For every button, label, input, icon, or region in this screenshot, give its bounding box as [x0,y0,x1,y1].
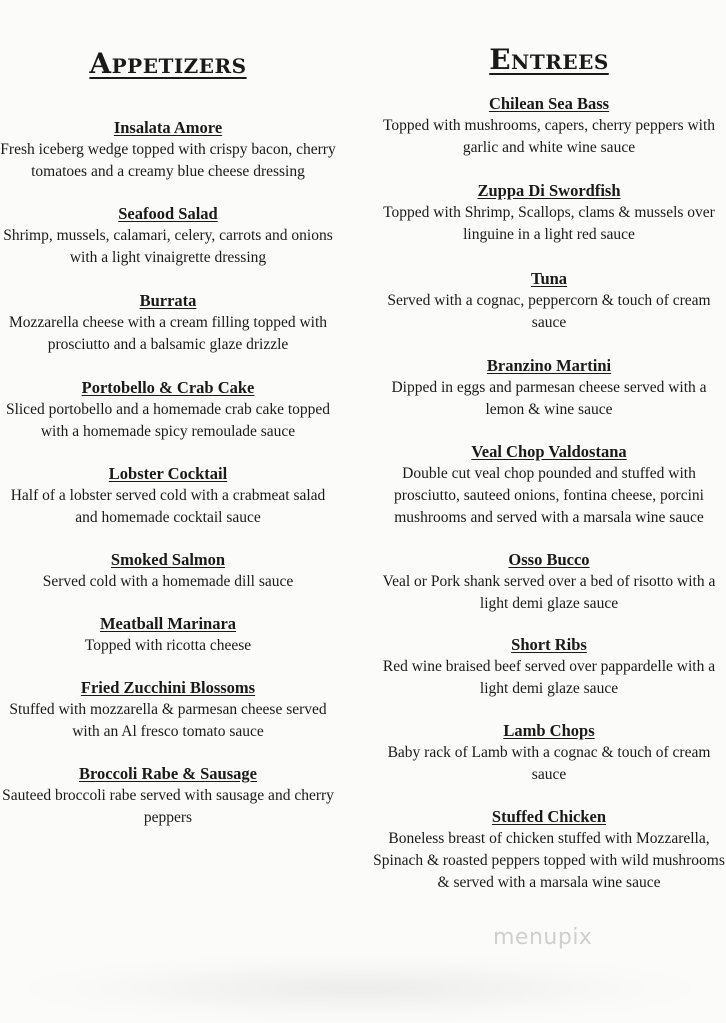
menu-item [372,442,726,529]
item-name: Insalata Amore [113,118,223,137]
menu-item [0,764,336,829]
item-description: Mozzarella cheese with a cream filling topped with prosciutto and a balsamic glaze drizzle [8,314,328,353]
item-name: Zuppa Di Swordfish [477,181,621,200]
item-name: Short Ribs [511,635,587,654]
menu-item [372,356,726,421]
item-description: Sliced portobello and a homemade crab cake topped with a homemade spicy remoulade sauce [5,401,331,440]
item-name: Seafood Salad [118,204,218,223]
item-description: Half of a lobster served cold with a crabmeat salad and homemade cocktail sauce [10,487,326,526]
menu-item [372,94,726,159]
item-description: Dipped in eggs and parmesan cheese served with a lemon & wine sauce [391,379,707,418]
menu-item [0,614,336,657]
paper-smudge [30,955,690,1023]
item-description: Red wine braised beef served over pappardelle with a light demi glaze sauce [382,658,716,697]
item-name: Lamb Chops [503,721,595,740]
item-description: Baby rack of Lamb with a cognac & touch of cream sauce [387,744,711,783]
item-description: Topped with ricotta cheese [84,637,252,654]
menu-item [372,635,726,700]
menu-item [0,118,336,183]
entrees-title: Entrees [489,43,609,76]
item-description: Double cut veal chop pounded and stuffed with prosciutto, sauteed onions, fontina cheese, porcini mushrooms and served with a marsala wine sauce [394,465,704,526]
item-description: Served cold with a homemade dill sauce [42,573,294,590]
item-name: Stuffed Chicken [491,807,607,826]
menupix-watermark: menupix [493,925,593,950]
item-description: Boneless breast of chicken stuffed with Mozzarella, Spinach & roasted peppers topped with wild mushrooms & served with a marsala wine sauce [373,830,725,891]
menu-item [0,550,336,593]
menu-item [372,181,726,246]
menu-item [0,464,336,529]
item-description: Served with a cognac, peppercorn & touch of cream sauce [387,292,711,331]
menu-item [0,291,336,356]
item-name: Veal Chop Valdostana [471,442,627,461]
item-description: Topped with mushrooms, capers, cherry peppers with garlic and white wine sauce [382,117,716,156]
item-name: Fried Zucchini Blossoms [80,678,256,697]
item-name: Lobster Cocktail [108,464,228,483]
menu-item [372,807,726,894]
menu-item [372,550,726,615]
menu-item [0,378,336,443]
item-name: Burrata [139,291,197,310]
item-description: Stuffed with mozzarella & parmesan cheese served with an Al fresco tomato sauce [9,701,327,740]
menu-item [0,678,336,743]
item-description: Shrimp, mussels, calamari, celery, carrots and onions with a light vinaigrette dressing [3,227,333,266]
item-name: Chilean Sea Bass [488,94,610,113]
item-name: Tuna [530,269,568,288]
item-name: Portobello & Crab Cake [81,378,255,397]
menu-item [372,721,726,786]
item-description: Veal or Pork shank served over a bed of risotto with a light demi glaze sauce [382,573,716,612]
item-name: Meatball Marinara [99,614,237,633]
item-description: Sauteed broccoli rabe served with sausage and cherry peppers [2,787,334,826]
appetizers-title: Appetizers [89,47,247,80]
menu-item [372,269,726,334]
item-name: Smoked Salmon [110,550,226,569]
item-description: Topped with Shrimp, Scallops, clams & mussels over linguine in a light red sauce [383,204,715,243]
item-name: Branzino Martini [486,356,612,375]
item-name: Broccoli Rabe & Sausage [79,764,257,783]
item-name: Osso Bucco [508,550,590,569]
menu-item [0,204,336,269]
item-description: Fresh iceberg wedge topped with crispy bacon, cherry tomatoes and a creamy blue cheese dressing [0,141,336,180]
